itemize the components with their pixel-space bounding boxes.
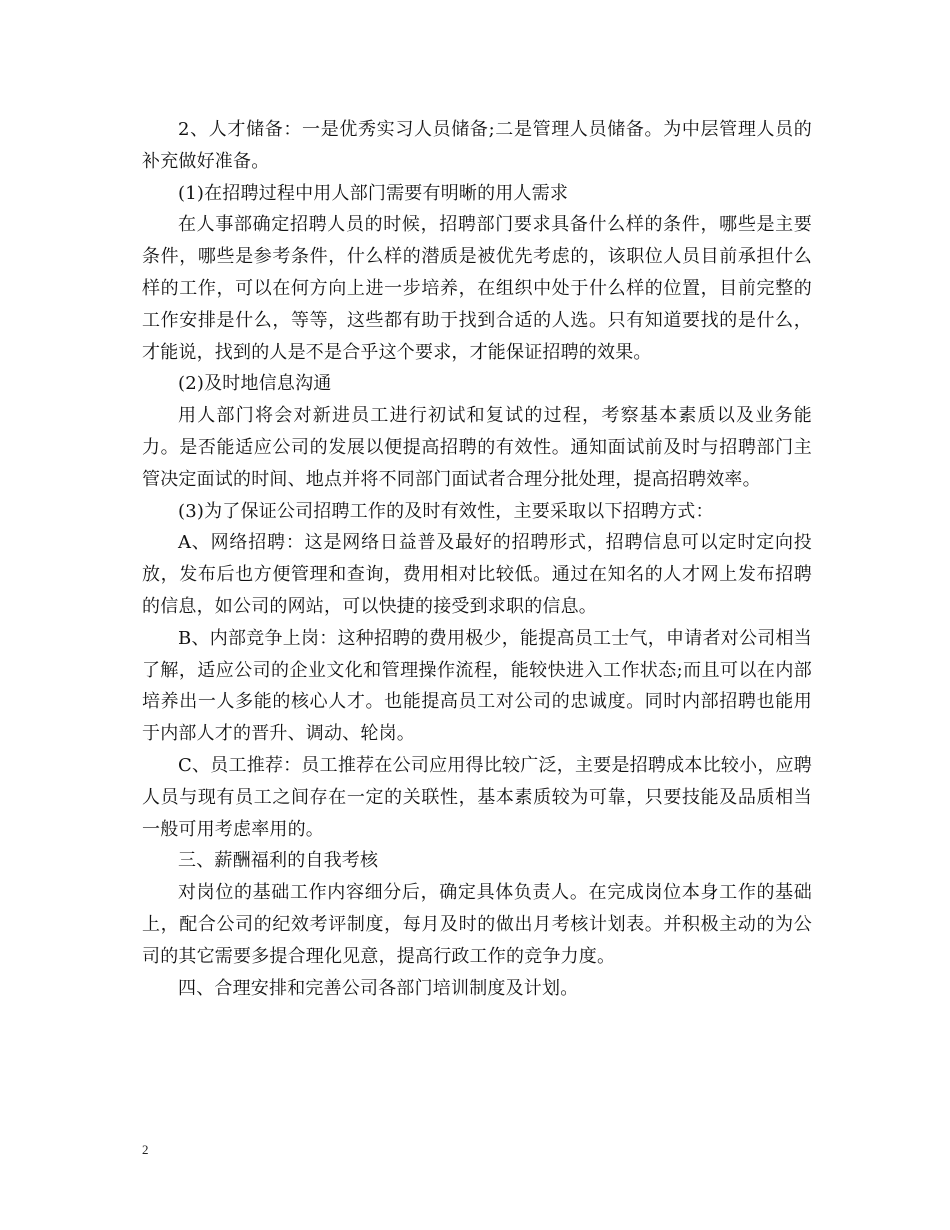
paragraph-recruitment-conditions: 在人事部确定招聘人员的时候，招聘部门要求具备什么样的条件，哪些是主要条件，哪些是参考条件，什么样的潜质是被优先考虑的，该职位人员目前承担什么样的工作，可以在何方向上进一步培养，在组织中处于什么样的位置，目前完整的工作安排是什么，等等，这些都有助于找到合适的人选。只有知道要找的是什么，才能说，找到的人是不是合乎这个要求，才能保证招聘的效果。	[142, 214, 812, 363]
paragraph-online-recruitment: A、网络招聘：这是网络日益普及最好的招聘形式，招聘信息可以定时定向投放，发布后也方便管理和查询，费用相对比较低。通过在知名的人才网上发布招聘的信息，如公司的网站，可以快捷的接受到求职的信息。	[142, 532, 812, 617]
paragraph-clear-demand-heading: (1)在招聘过程中用人部门需要有明晰的用人需求	[178, 182, 569, 204]
paragraph-internal-competition: B、内部竞争上岗：这种招聘的费用极少，能提高员工士气，申请者对公司相当了解，适应公司的企业文化和管理操作流程，能较快进入工作状态;而且可以在内部培养出一人多能的核心人才。也能提高员工对公司的忠诚度。同时内部招聘也能用于内部人才的晋升、调动、轮岗。	[142, 627, 812, 745]
paragraph-recruitment-methods-heading: (3)为了保证公司招聘工作的及时有效性，主要采取以下招聘方式：	[178, 500, 714, 522]
paragraph-interview-process: 用人部门将会对新进员工进行初试和复试的过程，考察基本素质以及业务能力。是否能适应公司的发展以便提高招聘的有效性。通知面试前及时与招聘部门主管决定面试的时间、地点并将不同部门面试者合理分批处理，提高招聘效率。	[142, 405, 812, 490]
page-number: 2	[142, 1142, 149, 1157]
paragraph-talent-reserve: 2、人才储备：一是优秀实习人员储备;二是管理人员储备。为中层管理人员的补充做好准备。	[142, 119, 812, 172]
paragraph-employee-referral: C、员工推荐：员工推荐在公司应用得比较广泛，主要是招聘成本比较小，应聘人员与现有员工之间存在一定的关联性，基本素质较为可靠，只要技能及品质相当一般可用考虑率用的。	[142, 754, 812, 840]
paragraph-training-heading: 四、合理安排和完善公司各部门培训制度及计划。	[178, 977, 579, 999]
document-body	[142, 114, 812, 1004]
paragraph-compensation-assessment: 对岗位的基础工作内容细分后，确定具体负责人。在完成岗位本身工作的基础上，配合公司的纪效考评制度，每月及时的做出月考核计划表。并积极主动的为公司的其它需要多提合理化见意，提高行政工作的竞争力度。	[142, 882, 812, 967]
paragraph-compensation-heading: 三、薪酬福利的自我考核	[178, 850, 379, 872]
paragraph-communication-heading: (2)及时地信息沟通	[178, 373, 332, 395]
